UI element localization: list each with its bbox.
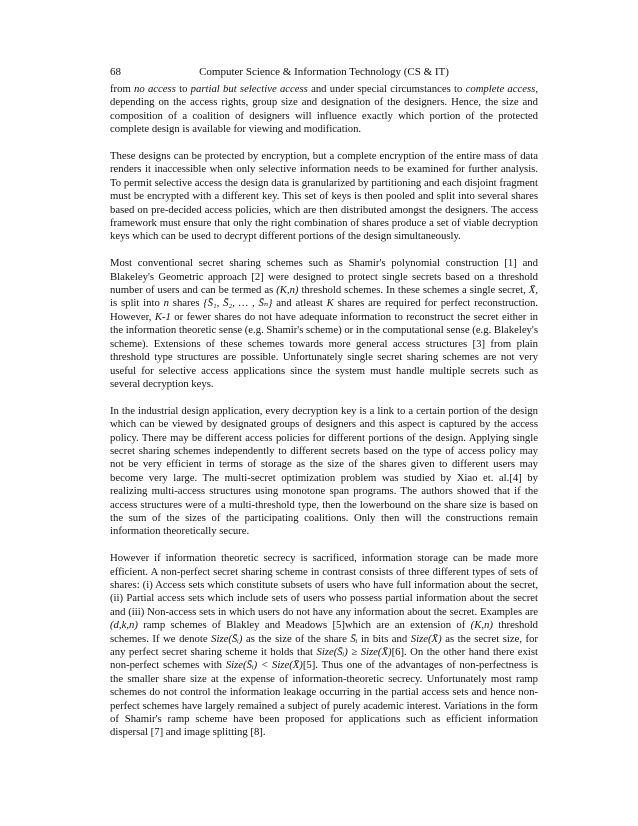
text-run: These designs can be protected by encryption, but a complete encryption of the entire mass of data renders it inaccessible when only selective information needs to be examined for further analysis. To permit selective access the design data is granularized by partitioning and each disjoint fragment must be encrypted with a different key. This set of keys is then pooled and split into several shares based on pre-decided access policies, which are then distributed amongst the designers. The access framework must ensure that only the right combination of shares produce a set of viable decryption keys which can be used to decrypt different portions of the design simultaneously. bbox=[110, 150, 538, 243]
paragraph bbox=[110, 552, 538, 740]
text-run: in bits and bbox=[357, 632, 411, 645]
text-run: from bbox=[110, 83, 135, 95]
italic-text: S̄ᵢ bbox=[350, 632, 358, 645]
italic-text: (K,n) bbox=[470, 619, 493, 632]
text-run: Most conventional secret sharing schemes such as Shamir's polynomial construction [1] and Blakeley's Geometric approach [2] were designed to protect single secrets based on a threshold number of users and can be termed as bbox=[110, 257, 538, 297]
text-run: as the size of the share bbox=[242, 632, 351, 645]
text-run: and under special circumstances to bbox=[307, 83, 466, 95]
italic-text: K-1 bbox=[154, 310, 171, 323]
paragraph bbox=[110, 83, 538, 137]
paragraph bbox=[110, 257, 538, 391]
text-run: [6]. On the other hand there exist non-perfect schemes with bbox=[110, 646, 538, 672]
text-run: threshold schemes. In these schemes a single secret, bbox=[298, 284, 529, 297]
text-run: or fewer shares do not have adequate information to reconstruct the secret either in the information theoretic sense (e.g. Shamir's scheme) or in the computational sense (e.g. Blakeley's scheme). Extensions of these schemes towards more general access structures [3] from plain threshold type structures are possible. Unfortunately single secret sharing schemes are not very useful for selective access applications since the system must handle multiple secrets such as several decryption keys. bbox=[110, 310, 539, 390]
text-run: as the secret size, for any perfect secret sharing scheme it holds that bbox=[110, 632, 538, 658]
text-run: [5]. Thus one of the advantages of non-perfectness is the smaller share size at the expense of information-theoretic secrecy. Unfortunately most ramp schemes do not control the information leakage occurring in the partial access sets and hence non-perfect schemes have largely remained a subject of purely academic interest. Variations in the form of Shamir's ramp scheme have been proposed for applications such as efficient information dispersal [7] and image splitting [8]. bbox=[110, 659, 538, 739]
paragraph bbox=[110, 150, 538, 244]
text-run: threshold schemes. If we denote bbox=[110, 619, 539, 645]
italic-text: K bbox=[326, 297, 334, 310]
italic-text: {S̄₁, S̄₂, … , S̄ₙ} bbox=[203, 297, 273, 310]
text-run: , depending on the access rights, group size and designation of the designers. Hence, the size and composition of a coalition of designers will influence exactly which portion of the protected complete design is available for viewing and modification. bbox=[110, 83, 538, 136]
italic-text: partial but selective access bbox=[190, 83, 308, 95]
text-run: In the industrial design application, every decryption key is a link to a certain portion of the design which can be viewed by designated groups of designers and this aspect is captured by the access policy. There may be different access policies for different portions of the design. Applying single secret sharing schemes independently to different secrets based on the type of access policy may not be very efficient in terms of storage as the size of the shares given to different users may become very large. The multi-secret optimization problem was studied by Xiao et. al.[4] by realizing multi-access structures using monotone span programs. The authors showed that if the access structures were of a multi-threshold type, then the lowerbound on the share size is based on the sum of the sizes of the participating coalitions. Only then will the constructions remain information theoretically secure. bbox=[110, 404, 538, 538]
body-text bbox=[110, 83, 538, 740]
text-run: shares bbox=[168, 297, 204, 310]
italic-text: complete access bbox=[465, 83, 536, 95]
italic-text: Size(S̄ᵢ) < Size(X̄) bbox=[225, 659, 303, 672]
italic-text: Size(S̄ᵢ) ≥ Size(X̄) bbox=[316, 646, 392, 658]
italic-text: (d,k,n) bbox=[110, 619, 138, 632]
text-run: , is split into bbox=[110, 284, 538, 310]
italic-text: X̄ bbox=[528, 284, 536, 297]
italic-text: Size(S̄ᵢ) bbox=[211, 632, 243, 645]
page-number: 68 bbox=[110, 66, 121, 78]
text-run: to bbox=[175, 83, 191, 95]
italic-text: no access bbox=[134, 83, 176, 95]
text-run: shares are required for perfect reconstruction. However, bbox=[110, 297, 538, 323]
text-run: However if information theoretic secrecy is sacrificed, information storage can be made more efficient. A non-perfect secret sharing scheme in contrast consists of three different types of sets of shares: (i) Access sets which constitute subsets of users who have full information about the secret, (ii) Partial access sets which include sets of users who possess partial information about the secret and (iii) Non-access sets in which users do not have any information about the secret. Examples are bbox=[110, 552, 538, 618]
running-title: Computer Science & Information Technology (CS & IT) bbox=[199, 66, 449, 78]
italic-text: n bbox=[163, 297, 169, 310]
paragraph bbox=[110, 405, 538, 539]
text-run: and atleast bbox=[272, 297, 327, 310]
italic-text: (K,n) bbox=[276, 284, 299, 297]
italic-text: Size(X̄) bbox=[410, 632, 442, 645]
text-run: ramp schemes of Blakley and Meadows [5]which are an extension of bbox=[137, 619, 471, 632]
